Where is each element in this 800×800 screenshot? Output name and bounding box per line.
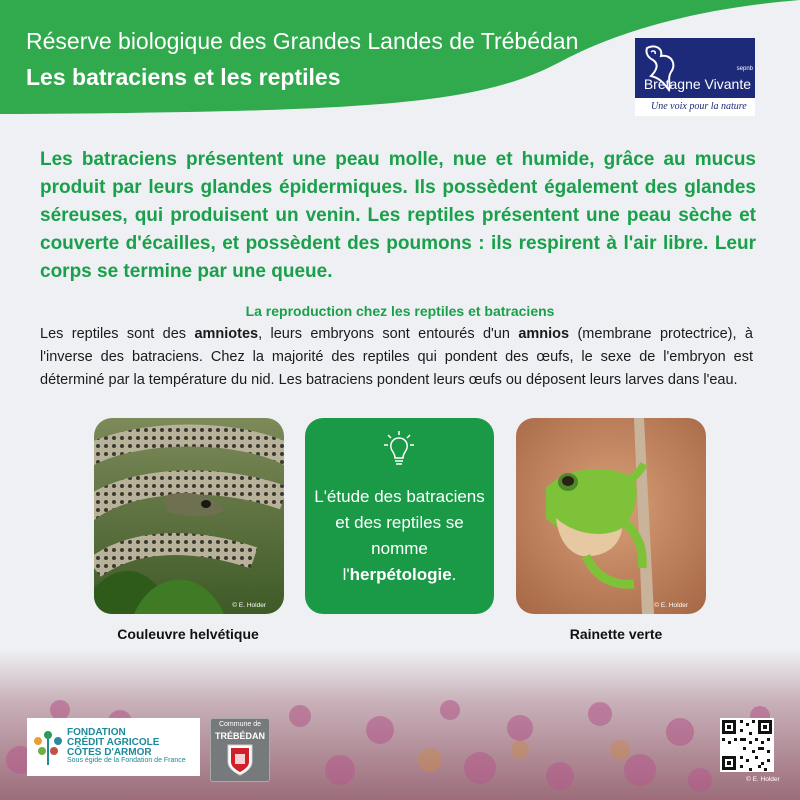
commune-label: Commune de <box>218 721 262 728</box>
bretagne-vivante-logo <box>635 38 755 116</box>
bv-tagline: Une voix pour la nature <box>651 101 747 112</box>
snake-name: Couleuvre helvétique <box>117 626 259 642</box>
callout-text <box>313 484 486 588</box>
commune-trebedan-logo <box>210 718 270 782</box>
callout-main: L'étude des batraciens et des reptiles se nomme <box>314 487 485 558</box>
tree-icon <box>30 727 66 767</box>
footer-credit: © E. Holder <box>746 776 780 783</box>
frog-photo <box>516 418 706 614</box>
ca-line-3: CÔTES D'ARMOR <box>67 747 152 758</box>
frog-credit: © E. Holder <box>654 602 688 609</box>
ca-line-2: CRÉDIT AGRICOLE <box>67 737 160 748</box>
snake-credit: © E. Holder <box>232 602 266 609</box>
section-title: La reproduction chez les reptiles et batraciens <box>245 303 555 319</box>
callout-end: . <box>451 565 457 584</box>
snake-photo <box>94 418 284 614</box>
ca-line-1: FONDATION <box>67 727 126 738</box>
qr-code[interactable] <box>720 718 774 772</box>
section-body <box>40 323 753 392</box>
term-amniotes: amniotes <box>194 326 259 342</box>
callout-prefix: l' <box>342 565 350 584</box>
coat-of-arms-icon <box>227 744 253 776</box>
body-part-2: , leurs embryons sont entourés d'un <box>258 326 519 342</box>
frog-name: Rainette verte <box>569 626 663 642</box>
header-title: Réserve biologique des Grandes Landes de Trébédan <box>26 28 579 54</box>
herpetology-callout <box>305 418 494 614</box>
body-part-3: (membrane protectrice), à l'inverse des batraciens. Chez la majorité des reptiles qui pondent des œufs, le sexe de l'embryon est déterminé par la température du nid. Les batraciens pondent leurs œufs ou déposent leurs larves dans l'eau. <box>40 326 753 388</box>
term-amnios: amnios <box>518 326 570 342</box>
ca-line-4: Sous égide de la Fondation de France <box>67 757 186 764</box>
callout-term: herpétologie <box>349 565 452 584</box>
bv-name: Bretagne Vivante <box>643 76 751 92</box>
bv-small-text: sepnb <box>736 66 753 72</box>
commune-name: TRÉBÉDAN <box>214 731 265 741</box>
fondation-credit-agricole-logo <box>27 718 200 776</box>
header-subtitle: Les batraciens et les reptiles <box>26 64 341 90</box>
lightbulb-icon <box>383 430 415 470</box>
intro-paragraph: Les batraciens présentent une peau molle, nue et humide, grâce au mucus produit par leurs glandes épidermiques. Ils possèdent également des glandes séreuses, qui produisent un venin. Les reptiles présentent une peau sèche et couverte d'écailles, et possèdent des poumons : ils respirent à l'air libre. Leur corps se termine par une queue. <box>40 149 756 282</box>
body-part-1: Les reptiles sont des <box>40 326 195 342</box>
